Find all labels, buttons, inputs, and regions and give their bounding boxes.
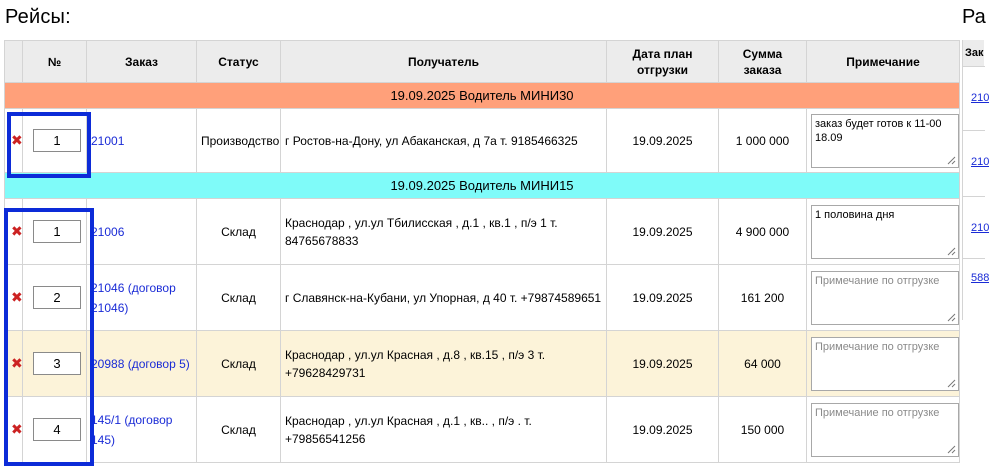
note-placeholder: Примечание по отгрузке: [815, 406, 940, 419]
sum-cell: 1 000 000: [719, 109, 807, 173]
recipient-cell: г Славянск-на-Кубани, ул Упорная, д 40 т. +79874589651: [281, 265, 607, 331]
order-num-input[interactable]: 4: [33, 418, 81, 441]
table-row: [5, 397, 960, 463]
group-header-row: [5, 173, 960, 199]
side-panel-link[interactable]: 588: [971, 272, 989, 284]
order-link[interactable]: 21001: [91, 133, 125, 148]
order-num-input[interactable]: 3: [33, 352, 81, 375]
group-title: 19.09.2025 Водитель МИНИ30: [5, 83, 960, 109]
order-link[interactable]: 21046 (договор 21046): [91, 280, 176, 315]
order-num-input[interactable]: 2: [33, 286, 81, 309]
ship-date-cell: 19.09.2025: [607, 265, 719, 331]
group-title: 19.09.2025 Водитель МИНИ15: [5, 173, 960, 199]
header-recipient: Получатель: [281, 41, 607, 83]
status-cell: Склад: [197, 397, 281, 463]
header-order: Заказ: [87, 41, 197, 83]
side-panel-link[interactable]: 210: [971, 156, 989, 168]
table-row: [5, 109, 960, 173]
note-placeholder: Примечание по отгрузке: [815, 274, 940, 287]
header-note: Примечание: [807, 41, 960, 83]
status-cell: Склад: [197, 331, 281, 397]
recipient-cell: г Ростов-на-Дону, ул Абаканская, д 7а т. 9185466325: [281, 109, 607, 173]
delete-x-icon[interactable]: ✖: [11, 132, 23, 148]
header-ship-date: Дата план отгрузки: [607, 41, 719, 83]
resize-grip-icon[interactable]: [947, 247, 956, 256]
header-num: №: [23, 41, 87, 83]
table-row: [5, 199, 960, 265]
note-textarea[interactable]: [811, 337, 959, 391]
note-textarea[interactable]: [811, 114, 959, 168]
ship-date-cell: 19.09.2025: [607, 199, 719, 265]
order-link[interactable]: 145/1 (договор 145): [91, 412, 173, 447]
note-textarea[interactable]: [811, 271, 959, 325]
sum-cell: 4 900 000: [719, 199, 807, 265]
side-panel-link[interactable]: 210: [971, 92, 989, 104]
ship-date-cell: 19.09.2025: [607, 331, 719, 397]
delete-x-icon[interactable]: ✖: [11, 421, 23, 437]
header-sum: Сумма заказа: [719, 41, 807, 83]
recipient-cell: Краснодар , ул.ул Красная , д.1 , кв.. , п/э . т. +79856541256: [281, 397, 607, 463]
delete-x-icon[interactable]: ✖: [11, 289, 23, 305]
ship-date-cell: 19.09.2025: [607, 397, 719, 463]
header-status: Статус: [197, 41, 281, 83]
delete-x-icon[interactable]: ✖: [11, 223, 23, 239]
resize-grip-icon[interactable]: [947, 445, 956, 454]
table-row: [5, 331, 960, 397]
resize-grip-icon[interactable]: [947, 156, 956, 165]
order-link[interactable]: 20988 (договор 5): [91, 356, 190, 371]
note-textarea[interactable]: [811, 403, 959, 457]
page-title: Рейсы:: [5, 6, 71, 28]
side-panel-title: Ра: [962, 6, 986, 28]
note-text: заказ будет готов к 11-00 18.09: [815, 117, 942, 144]
sum-cell: 161 200: [719, 265, 807, 331]
status-cell: Склад: [197, 199, 281, 265]
note-placeholder: Примечание по отгрузке: [815, 340, 940, 353]
trips-table: [4, 40, 960, 463]
group-header-row: [5, 83, 960, 109]
order-num-input[interactable]: 1: [33, 129, 81, 152]
side-panel: [962, 40, 989, 320]
delete-x-icon[interactable]: ✖: [11, 355, 23, 371]
note-textarea[interactable]: [811, 205, 959, 259]
resize-grip-icon[interactable]: [947, 313, 956, 322]
status-cell: Склад: [197, 265, 281, 331]
side-panel-link[interactable]: 210: [971, 222, 989, 234]
recipient-cell: Краснодар , ул.ул Красная , д.8 , кв.15 , п/э 3 т. +79628429731: [281, 331, 607, 397]
order-link[interactable]: 21006: [91, 224, 125, 239]
resize-grip-icon[interactable]: [947, 379, 956, 388]
ship-date-cell: 19.09.2025: [607, 109, 719, 173]
status-cell: Производство: [197, 109, 281, 173]
sum-cell: 150 000: [719, 397, 807, 463]
note-text: 1 половина дня: [815, 208, 895, 221]
side-panel-header: Зак: [963, 40, 984, 66]
recipient-cell: Краснодар , ул.ул Тбилисская , д.1 , кв.1 , п/э 1 т. 84765678833: [281, 199, 607, 265]
order-num-input[interactable]: 1: [33, 220, 81, 243]
table-header-row: [5, 41, 960, 83]
sum-cell: 64 000: [719, 331, 807, 397]
table-row: [5, 265, 960, 331]
header-delete: [5, 41, 23, 83]
